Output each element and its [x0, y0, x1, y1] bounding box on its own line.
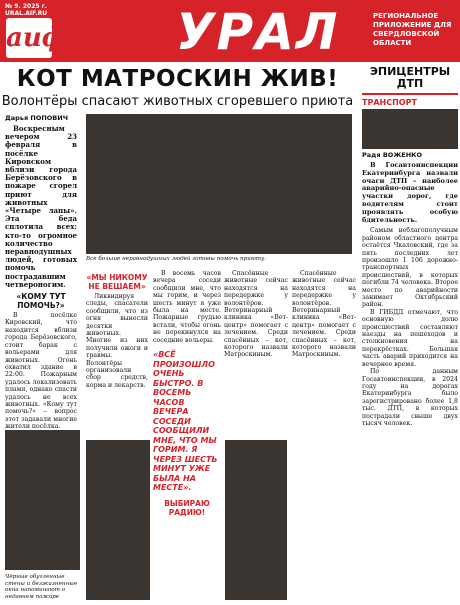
article-paragraph: Спасённые животные сейчас находятся на передержке у волонтёров. Ветеринарный клиника «Вет-центр» помогает с лечением. Среди спасённых – кот, которого назвали Матроскиным.	[224, 270, 288, 359]
sidebar-photo	[362, 109, 458, 149]
sidebar-paragraph: По данным Госавтоинспекции, в 2024 году на дорогах Екатеринбурга было зарегистрировано более 1,8 тыс. ДТП, в которых пострадали свыше двух тысяч человек.	[362, 368, 458, 427]
article-column-2	[86, 270, 148, 389]
aif-logo: аиф	[6, 18, 52, 58]
sidebar-author: Радя ВОЖЕНКО	[362, 151, 422, 159]
sidebar-column	[362, 66, 458, 601]
sidebar-rubric: ТРАНСПОРТ	[362, 98, 417, 107]
photo-caption: Чёрные обугленные стены и безжизненные окна напоминают о недавнем пожаре	[5, 574, 78, 600]
article-headline: КОТ МАТРОСКИН ЖИВ!	[16, 66, 339, 92]
article-column-4	[224, 270, 288, 359]
article-paragraph: Спасённые животные сейчас находятся на передержке у волонтёров. Ветеринарный клиника «Вет-центр» помогает с лечением. Среди спасённых – кот, которого назвали Матроскиным.	[292, 270, 356, 359]
sidebar-paragraph: В ГИБДД отмечают, что основную долю происшествий составляют наезды на пешеходов и столкновения на перекрёстках. Большая часть аварий приходится на вечернее время.	[362, 308, 458, 368]
article-paragraph: Ликвидируя следы, спасатели сообщили, что из огня вынесли десятки животных. Многие из них получили ожоги и травмы. Волонтёры организовали сбор средств, корма и лекарств.	[86, 293, 148, 389]
article-column-5	[292, 270, 356, 359]
issue-info	[5, 3, 47, 17]
article-lead: Воскресным вечером 23 февраля в посёлке Кировском вблизи города Берёзовского в пожаре сгорел приют для животных «Четыре лапы». Эта беда сплотила всех: кто-то огромное количество неравнодушных людей, готовых помочь пострадавшим четвероногим.	[5, 124, 77, 289]
subheading: «МЫ НИКОМУ НЕ ВЕШАЕМ»	[86, 273, 148, 291]
article-author: Дарья ПОПОВИЧ	[5, 114, 68, 122]
volunteer-photo-2	[225, 440, 287, 600]
pull-quote: «ВСЁ ПРОИЗОШЛО ОЧЕНЬ БЫСТРО. В ВОСЕМЬ ЧАСОВ ВЕЧЕРА СОСЕДИ СООБЩИЛИ МНЕ, ЧТО МЫ ГОРИМ. Я ЧЕРЕЗ ШЕСТЬ МИНУТ УЖЕ БЫЛА НА МЕСТЕ».	[153, 350, 218, 493]
site-url: URAL.AIF.RU	[5, 10, 48, 17]
sidebar-paragraph: Самым неблагополучным районом областного центра остаётся Чкаловский, где за пять последних лет произошло 1 106 дорожно-транспортных происшествий, в которых погибли 74 человека. Второе место по аварийности занимает Октябрьский район.	[362, 227, 458, 309]
sidebar-title: ЭПИЦЕНТРЫ ДТП	[369, 65, 451, 90]
article-column-3	[153, 270, 221, 519]
volunteer-portrait	[86, 440, 150, 600]
volunteer-photo	[86, 114, 352, 254]
region-note: РЕГИОНАЛЬНОЕ ПРИЛОЖЕНИЕ ДЛЯ СВЕРДЛОВСКОЙ ОБЛАСТИ	[373, 12, 452, 47]
article-subhead: Волонтёры спасают животных сгоревшего приюта	[1, 94, 354, 109]
issue-number: № 9. 2025 г.	[5, 3, 48, 10]
sidebar-rule	[362, 93, 458, 95]
article-paragraph: В восемь часов вечера соседи сообщили мне, что мы горим, и через шесть минут я уже была на месте. Пожарные грудью встали, чтобы огонь не перекинулся на соседние вольеры.	[153, 270, 221, 344]
subheading: «КОМУ ТУТ ПОМОЧЬ?»	[16, 292, 66, 311]
masthead-title: УРАЛ	[176, 3, 340, 61]
burned-shelter-photo	[5, 430, 80, 570]
photo-caption: Все больше неравнодушных людей готовы помочь приюту.	[86, 256, 267, 262]
sidebar-lead: В Госавтоинспекции Екатеринбурга назвали очаги ДТП – наиболее аварийно-опасные участки дорог, где водителям стоит проявлять особую бдительность.	[362, 161, 458, 224]
subheading: ВЫБИРАЮ РАДИЮ!	[164, 498, 210, 517]
article-paragraph: В посёлке Кировский, что находится вблизи города Берёзовского, стоит барак с вольерами для животных. Огонь охватил здание в 22:00. Пожарным удалось локализовать пламя, однако спасти удалось не всех животных. «Кому тут помочь?» – вопрос этот задавали многие жители посёлка.	[5, 312, 77, 431]
